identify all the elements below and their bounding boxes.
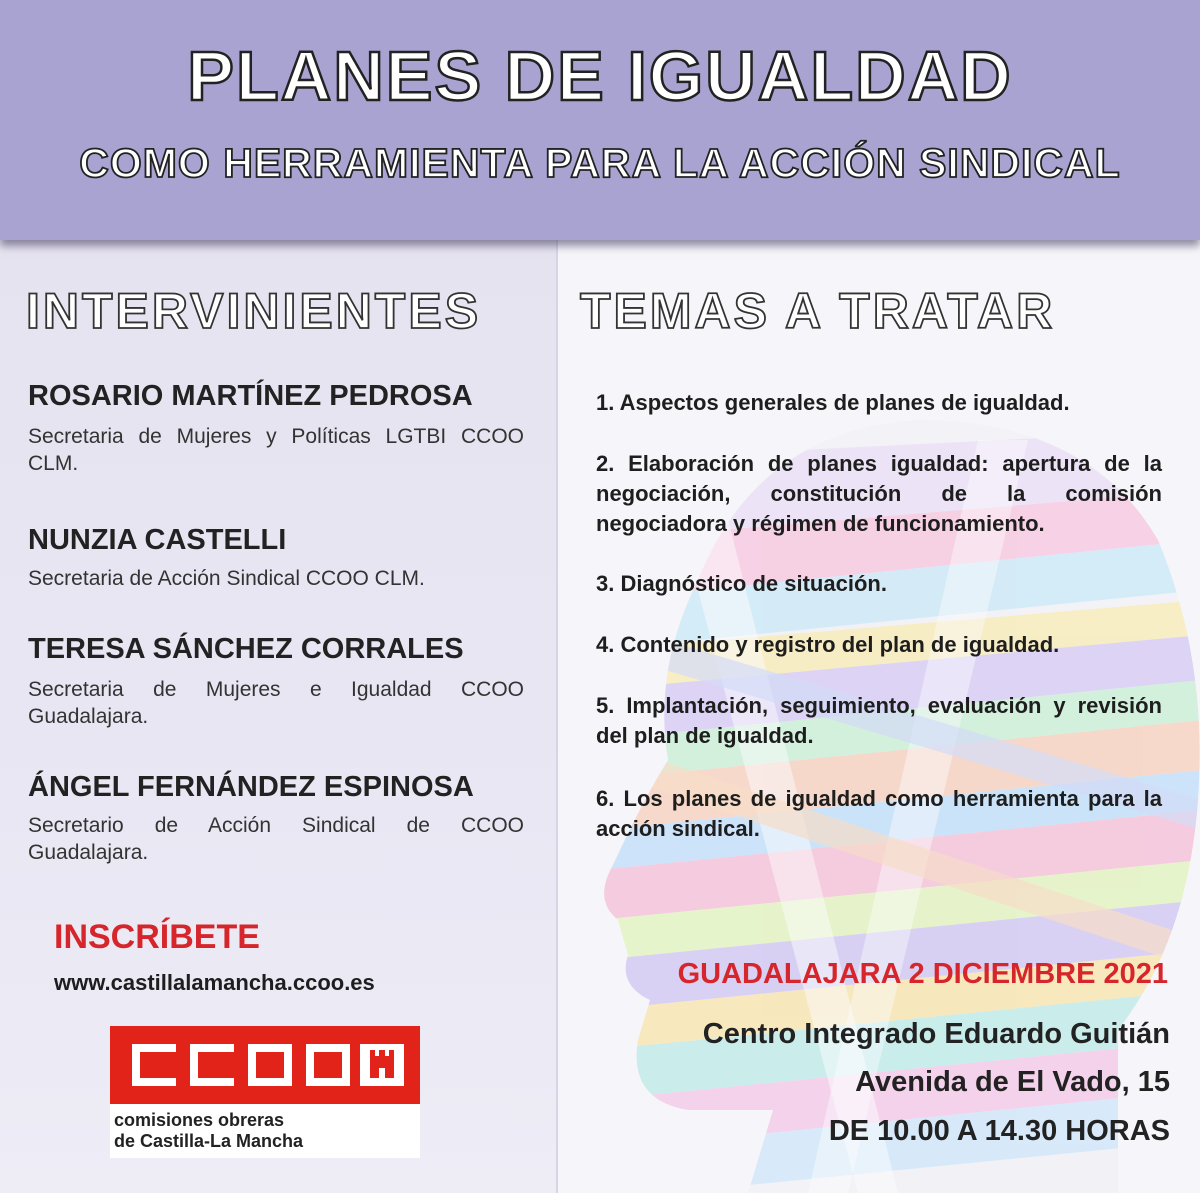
page-subtitle: COMO HERRAMIENTA PARA LA ACCIÓN SINDICAL — [79, 140, 1121, 186]
topic-item: 4. Contenido y registro del plan de igualdad. — [596, 632, 1060, 657]
speaker-role: Secretaria de Acción Sindical CCOO CLM. — [28, 567, 425, 590]
topic-item: 5. Implantación, seguimiento, evaluación y revisión del plan de igualdad. — [596, 693, 1162, 748]
header-banner — [0, 0, 1200, 240]
register-label: INSCRÍBETE — [54, 918, 260, 956]
speaker-name: ÁNGEL FERNÁNDEZ ESPINOSA — [28, 771, 474, 803]
speaker-name: NUNZIA CASTELLI — [28, 524, 287, 556]
topic-item: 3. Diagnóstico de situación. — [596, 571, 887, 596]
logo-line-2: de Castilla-La Mancha — [114, 1131, 304, 1151]
topic-item: 2. Elaboración de planes igualdad: apertura de la negociación, constitución de la comisión negociadora y régimen de funcionamiento. — [596, 451, 1162, 536]
page-title: PLANES DE IGUALDAD — [187, 37, 1013, 115]
speaker-name: TERESA SÁNCHEZ CORRALES — [28, 633, 464, 665]
speaker-role: Secretario de Acción Sindical de CCOO Guadalajara. — [28, 814, 524, 864]
event-venue: Centro Integrado Eduardo Guitián — [702, 1018, 1170, 1050]
speaker-role: Secretaria de Mujeres y Políticas LGTBI CCOO CLM. — [28, 425, 524, 475]
event-time: DE 10.00 A 14.30 HORAS — [828, 1115, 1170, 1147]
speaker-name: ROSARIO MARTÍNEZ PEDROSA — [28, 380, 473, 412]
event-date: GUADALAJARA 2 DICIEMBRE 2021 — [677, 958, 1168, 990]
speakers-heading: INTERVINIENTES — [26, 283, 482, 339]
topics-heading: TEMAS A TRATAR — [580, 283, 1056, 339]
speaker-role: Secretaria de Mujeres e Igualdad CCOO Guadalajara. — [28, 678, 524, 728]
logo-line-1: comisiones obreras — [114, 1110, 285, 1130]
topic-item: 6. Los planes de igualdad como herramienta para la acción sindical. — [596, 786, 1162, 841]
event-address: Avenida de El Vado, 15 — [855, 1066, 1170, 1098]
register-link[interactable]: www.castillalamancha.ccoo.es — [54, 970, 375, 995]
topic-item: 1. Aspectos generales de planes de igualdad. — [596, 390, 1070, 415]
